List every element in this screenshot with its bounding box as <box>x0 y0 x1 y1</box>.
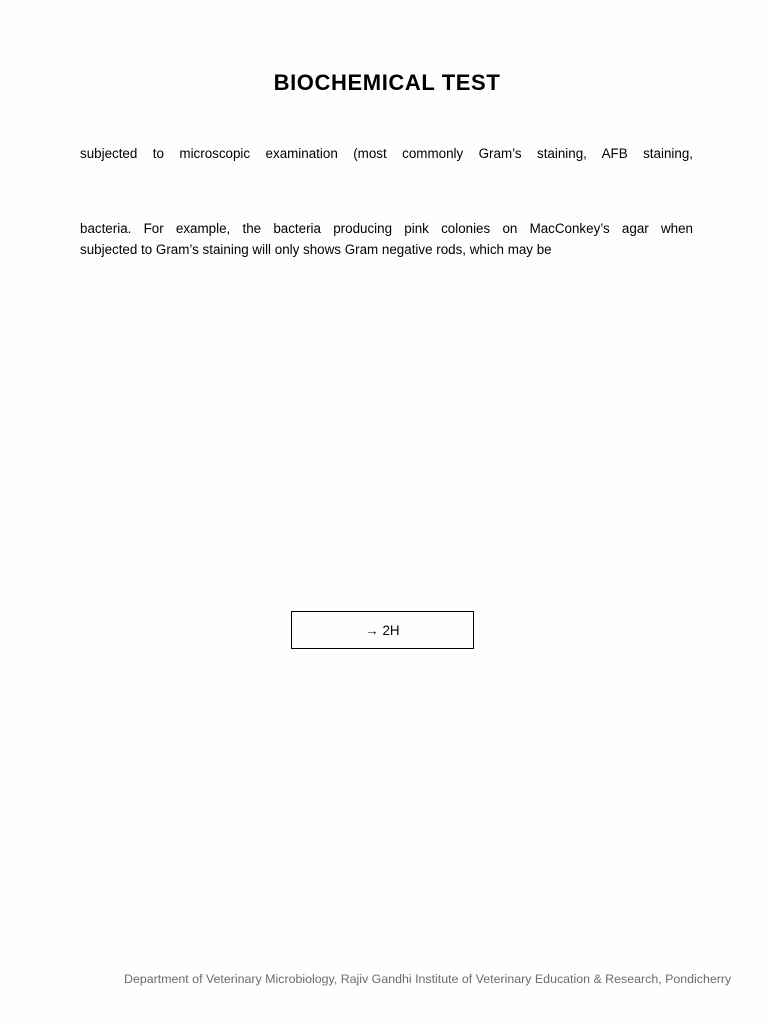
paragraph-line: bacteria. For example, the bacteria producing pink colonies on MacConkey’s agar when <box>80 221 693 236</box>
page-footer: Department of Veterinary Microbiology, Rajiv Gandhi Institute of Veterinary Education & Research, Pondicherry <box>124 972 732 986</box>
equation-box <box>291 611 474 649</box>
paragraph-line: subjected to Gram’s staining will only shows Gram negative rods, which may be <box>80 242 552 257</box>
page-title: BIOCHEMICAL TEST <box>273 70 501 95</box>
paragraph-line: subjected to microscopic examination (most commonly Gram’s staining, AFB staining, <box>80 146 693 161</box>
equation-text: → 2H <box>365 622 400 638</box>
